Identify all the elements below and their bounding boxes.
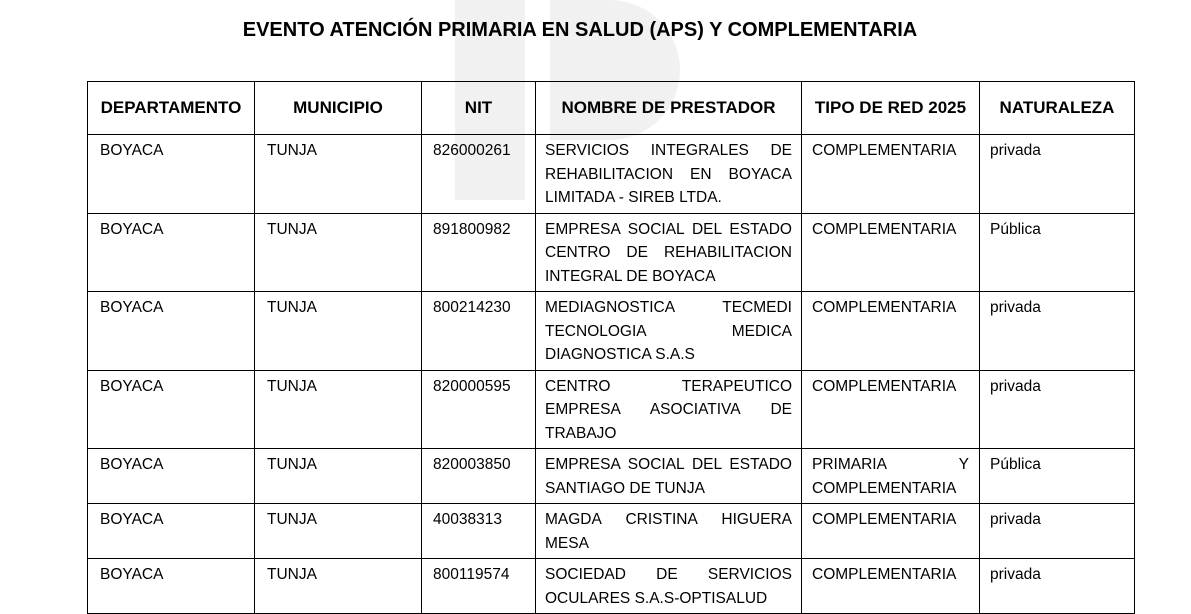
cell-municipio: TUNJA bbox=[255, 504, 422, 559]
header-departamento: DEPARTAMENTO bbox=[88, 82, 255, 135]
cell-tipo-red: COMPLEMENTARIA bbox=[802, 370, 980, 449]
table-header-row bbox=[88, 82, 1135, 135]
cell-nit: 891800982 bbox=[422, 213, 536, 292]
cell-departamento: BOYACA bbox=[88, 135, 255, 214]
cell-tipo-red: COMPLEMENTARIA bbox=[802, 213, 980, 292]
table-row bbox=[88, 370, 1135, 449]
page-title: EVENTO ATENCIÓN PRIMARIA EN SALUD (APS) Y COMPLEMENTARIA bbox=[242, 19, 918, 41]
providers-table bbox=[87, 81, 1135, 614]
cell-naturaleza: Pública bbox=[980, 449, 1135, 504]
header-tipo-red: TIPO DE RED 2025 bbox=[802, 82, 980, 135]
header-municipio: MUNICIPIO bbox=[255, 82, 422, 135]
cell-nombre-prestador: EMPRESA SOCIAL DEL ESTADO CENTRO DE REHABILITACION INTEGRAL DE BOYACA bbox=[536, 213, 802, 292]
table-row bbox=[88, 213, 1135, 292]
cell-departamento: BOYACA bbox=[88, 449, 255, 504]
cell-naturaleza: Pública bbox=[980, 213, 1135, 292]
cell-nombre-prestador: CENTRO TERAPEUTICO EMPRESA ASOCIATIVA DE TRABAJO bbox=[536, 370, 802, 449]
cell-naturaleza: privada bbox=[980, 370, 1135, 449]
cell-nit: 820003850 bbox=[422, 449, 536, 504]
cell-municipio: TUNJA bbox=[255, 292, 422, 371]
header-naturaleza: NATURALEZA bbox=[980, 82, 1135, 135]
cell-municipio: TUNJA bbox=[255, 135, 422, 214]
cell-nit: 800214230 bbox=[422, 292, 536, 371]
header-nombre-prestador: NOMBRE DE PRESTADOR bbox=[536, 82, 802, 135]
cell-tipo-red: COMPLEMENTARIA bbox=[802, 559, 980, 614]
cell-naturaleza: privada bbox=[980, 292, 1135, 371]
cell-departamento: BOYACA bbox=[88, 504, 255, 559]
cell-nombre-prestador: SERVICIOS INTEGRALES DE REHABILITACION EN BOYACA LIMITADA - SIREB LTDA. bbox=[536, 135, 802, 214]
cell-tipo-red: PRIMARIA Y COMPLEMENTARIA bbox=[802, 449, 980, 504]
cell-naturaleza: privada bbox=[980, 559, 1135, 614]
table-row bbox=[88, 292, 1135, 371]
cell-naturaleza: privada bbox=[980, 135, 1135, 214]
table-row bbox=[88, 559, 1135, 614]
table-row bbox=[88, 504, 1135, 559]
table-row bbox=[88, 449, 1135, 504]
header-nit: NIT bbox=[422, 82, 536, 135]
cell-naturaleza: privada bbox=[980, 504, 1135, 559]
cell-nombre-prestador: MEDIAGNOSTICA TECMEDI TECNOLOGIA MEDICA DIAGNOSTICA S.A.S bbox=[536, 292, 802, 371]
cell-municipio: TUNJA bbox=[255, 559, 422, 614]
cell-departamento: BOYACA bbox=[88, 559, 255, 614]
cell-nombre-prestador: EMPRESA SOCIAL DEL ESTADO SANTIAGO DE TUNJA bbox=[536, 449, 802, 504]
cell-tipo-red: COMPLEMENTARIA bbox=[802, 292, 980, 371]
cell-nombre-prestador: MAGDA CRISTINA HIGUERA MESA bbox=[536, 504, 802, 559]
cell-tipo-red: COMPLEMENTARIA bbox=[802, 135, 980, 214]
cell-departamento: BOYACA bbox=[88, 370, 255, 449]
cell-nit: 40038313 bbox=[422, 504, 536, 559]
cell-departamento: BOYACA bbox=[88, 292, 255, 371]
cell-municipio: TUNJA bbox=[255, 449, 422, 504]
cell-nit: 820000595 bbox=[422, 370, 536, 449]
cell-tipo-red: COMPLEMENTARIA bbox=[802, 504, 980, 559]
table-row bbox=[88, 135, 1135, 214]
cell-nit: 826000261 bbox=[422, 135, 536, 214]
cell-departamento: BOYACA bbox=[88, 213, 255, 292]
cell-municipio: TUNJA bbox=[255, 213, 422, 292]
cell-municipio: TUNJA bbox=[255, 370, 422, 449]
cell-nombre-prestador: SOCIEDAD DE SERVICIOS OCULARES S.A.S-OPTISALUD bbox=[536, 559, 802, 614]
cell-nit: 800119574 bbox=[422, 559, 536, 614]
